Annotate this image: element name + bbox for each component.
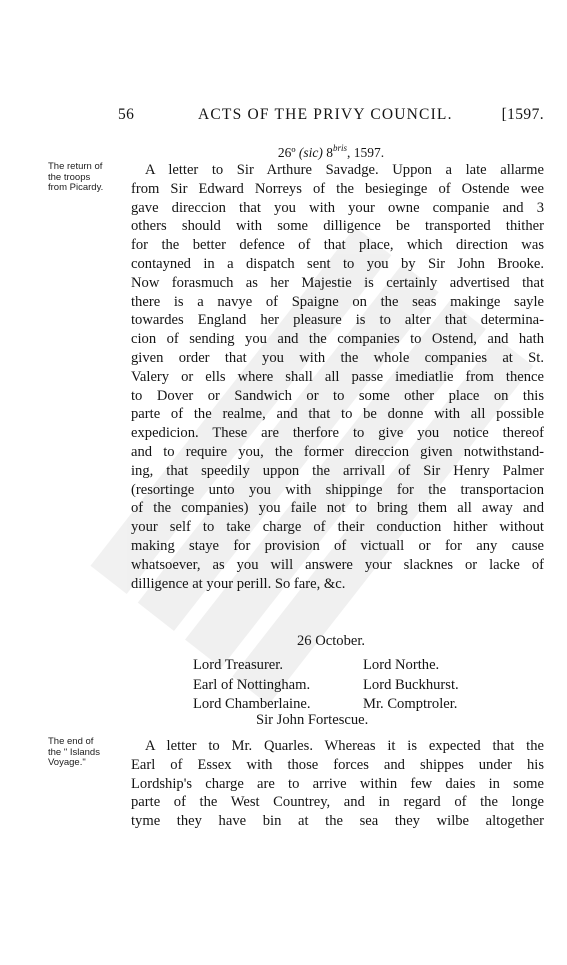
attendance-last: Sir John Fortescue. [256,712,369,728]
council-attendance [193,656,493,715]
attendance-row: Lord Treasurer. Lord Northe. [193,657,440,673]
letter-quarles: A letter to Mr. Quarles. Whereas it is expected that the Earl of Essex with those forces and shippes under his Lordship's charge are to arrive within few daies in some parte of the West Countrey, and in regard of the longe tyme they have bin at the sea they wilbe altogether [131,738,544,830]
running-title: ACTS OF THE PRIVY COUNCIL. [198,106,453,123]
margin-note-return-of-troops: The return of the troops from Picardy. [48,161,104,193]
page-number: 56 [118,106,135,123]
entry-date: 26º (sic) $8^{bris}$, 1597. [277,143,385,160]
letter-savadge: A letter to Sir Arthure Savadge. Uppon a late allarme from Sir Edward Norreys of the besieginge of Ostende wee gave direccion that you with your owne companie and 3 others should with some dilligence be transported thither for the better defence of that place, which direction was contayned in a dispatch sent to you by Sir John Brooke. Now forasmuch as her Majestie is certainly advertised that there is a navye of Spaigne on the seas makinge sayle towardes England her pleasure is to alter that determina- cion of sending you and the companies to Ostend, and hath given order that you with the whole companies at St. Valery or ells where shall all passe imediatlie from thence to Dover or Sandwich or to some other place on this parte of the realme, and that to be donne with all possible expedicion. These are therfore to give you notice thereof and to require you, the former direccion given notwithstand- ing, that speedily uppon the arrivall of Sir Henry Palmer (resortinge unto you with shippinge for the transportacion of the companies) you faile not to bring them all away and your self to take charge of their conduction hither without making staye for provision of victuall or for any cause whatsoever, as you will answere your slacknes or lacke of dilligence at your perill. So fare, &c. [131,162,544,592]
entry-date-26-october: 26 October. [296,633,366,649]
margin-note-islands-voyage: The end of the " Islands Voyage." [48,736,100,768]
running-year: [1597. [501,106,544,123]
page-header [118,106,544,128]
attendance-row: Earl of Nottingham. Lord Buckhurst. [193,676,459,693]
attendance-row: Lord Chamberlaine. Mr. Comptroler. [193,696,458,712]
